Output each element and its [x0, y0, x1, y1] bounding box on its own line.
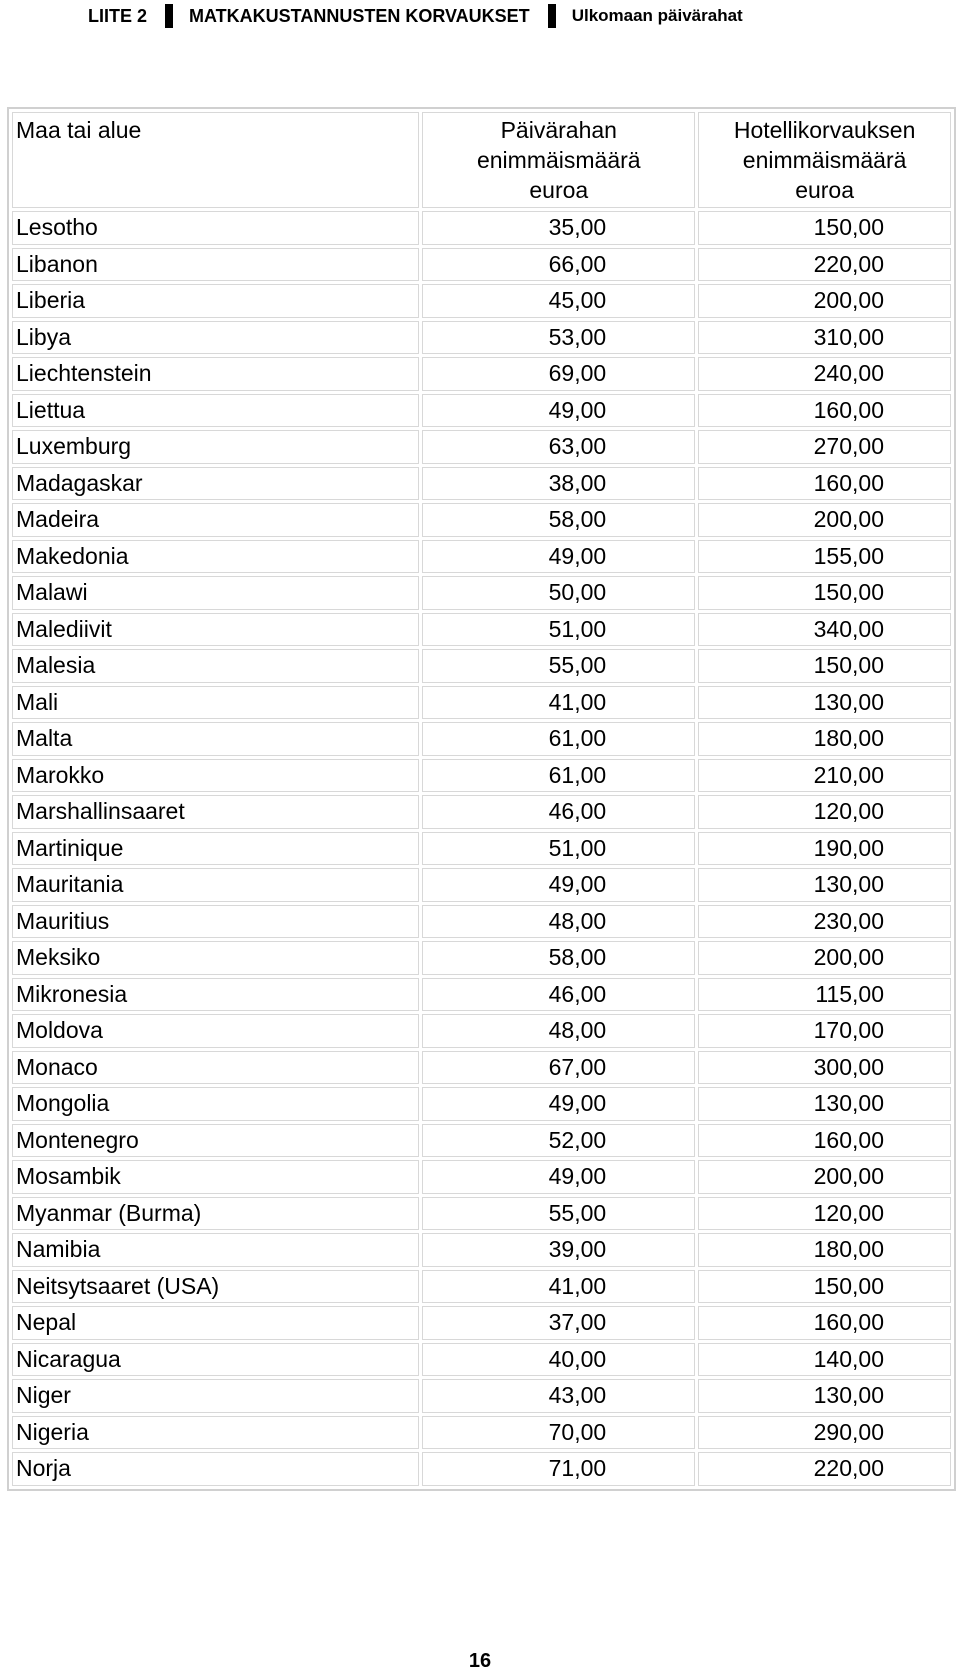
table-row	[12, 613, 951, 647]
cell-hotel: 130,00	[698, 1087, 951, 1121]
table-row	[12, 576, 951, 610]
cell-hotel: 170,00	[698, 1014, 951, 1048]
column-header-line: euroa	[795, 177, 855, 203]
cell-hotel: 200,00	[698, 941, 951, 975]
cell-per-diem: 52,00	[422, 1124, 695, 1158]
cell-per-diem: 70,00	[422, 1416, 695, 1450]
cell-per-diem: 46,00	[422, 978, 695, 1012]
cell-per-diem: 49,00	[422, 394, 695, 428]
cell-country: Mikronesia	[12, 978, 419, 1012]
column-header-hotel	[698, 112, 951, 208]
cell-hotel: 130,00	[698, 868, 951, 902]
cell-country: Liettua	[12, 394, 419, 428]
cell-per-diem: 45,00	[422, 284, 695, 318]
cell-country: Libya	[12, 321, 419, 355]
cell-country: Marshallinsaaret	[12, 795, 419, 829]
table-row	[12, 1416, 951, 1450]
cell-per-diem: 67,00	[422, 1051, 695, 1085]
cell-country: Norja	[12, 1452, 419, 1486]
cell-hotel: 180,00	[698, 1233, 951, 1267]
table-row	[12, 832, 951, 866]
cell-country: Mauritius	[12, 905, 419, 939]
daily-allowance-table	[7, 107, 956, 1491]
table-row	[12, 1379, 951, 1413]
page-header	[88, 4, 960, 28]
cell-hotel: 230,00	[698, 905, 951, 939]
cell-per-diem: 49,00	[422, 868, 695, 902]
cell-country: Mongolia	[12, 1087, 419, 1121]
table-row	[12, 430, 951, 464]
table-row	[12, 1160, 951, 1194]
cell-country: Nicaragua	[12, 1343, 419, 1377]
table-row	[12, 1197, 951, 1231]
cell-hotel: 210,00	[698, 759, 951, 793]
cell-hotel: 130,00	[698, 1379, 951, 1413]
table-row	[12, 759, 951, 793]
cell-country: Malawi	[12, 576, 419, 610]
cell-hotel: 160,00	[698, 394, 951, 428]
cell-per-diem: 58,00	[422, 503, 695, 537]
table-row	[12, 1087, 951, 1121]
column-header-line: euroa	[529, 177, 589, 203]
cell-country: Nepal	[12, 1306, 419, 1340]
cell-per-diem: 48,00	[422, 905, 695, 939]
table-row	[12, 1343, 951, 1377]
cell-hotel: 140,00	[698, 1343, 951, 1377]
cell-per-diem: 49,00	[422, 540, 695, 574]
cell-hotel: 300,00	[698, 1051, 951, 1085]
header-separator	[165, 4, 173, 28]
table-row	[12, 686, 951, 720]
cell-country: Malesia	[12, 649, 419, 683]
cell-per-diem: 55,00	[422, 1197, 695, 1231]
table-row	[12, 868, 951, 902]
table-row	[12, 357, 951, 391]
table-row	[12, 795, 951, 829]
cell-hotel: 150,00	[698, 649, 951, 683]
column-header-country	[12, 112, 419, 208]
cell-per-diem: 35,00	[422, 211, 695, 245]
cell-per-diem: 39,00	[422, 1233, 695, 1267]
cell-country: Marokko	[12, 759, 419, 793]
column-header-line: Päivärahan	[500, 117, 617, 143]
cell-per-diem: 46,00	[422, 795, 695, 829]
table-header-row	[12, 112, 951, 208]
column-header-line: enimmäismäärä	[742, 147, 907, 173]
cell-per-diem: 63,00	[422, 430, 695, 464]
cell-hotel: 240,00	[698, 357, 951, 391]
cell-country: Mauritania	[12, 868, 419, 902]
cell-hotel: 160,00	[698, 1124, 951, 1158]
cell-hotel: 155,00	[698, 540, 951, 574]
cell-hotel: 340,00	[698, 613, 951, 647]
cell-country: Makedonia	[12, 540, 419, 574]
table-row	[12, 1233, 951, 1267]
cell-country: Madeira	[12, 503, 419, 537]
cell-country: Niger	[12, 1379, 419, 1413]
cell-country: Nigeria	[12, 1416, 419, 1450]
column-header-line: Hotellikorvauksen	[733, 117, 916, 143]
cell-per-diem: 49,00	[422, 1160, 695, 1194]
cell-country: Mali	[12, 686, 419, 720]
cell-country: Liberia	[12, 284, 419, 318]
cell-hotel: 120,00	[698, 795, 951, 829]
cell-per-diem: 71,00	[422, 1452, 695, 1486]
table-body	[12, 112, 951, 1486]
cell-hotel: 200,00	[698, 1160, 951, 1194]
cell-per-diem: 40,00	[422, 1343, 695, 1377]
cell-per-diem: 53,00	[422, 321, 695, 355]
cell-country: Meksiko	[12, 941, 419, 975]
cell-country: Moldova	[12, 1014, 419, 1048]
column-header-line: enimmäismäärä	[476, 147, 641, 173]
table-row	[12, 1051, 951, 1085]
cell-country: Madagaskar	[12, 467, 419, 501]
cell-country: Luxemburg	[12, 430, 419, 464]
cell-per-diem: 51,00	[422, 613, 695, 647]
cell-per-diem: 58,00	[422, 941, 695, 975]
table-row	[12, 978, 951, 1012]
cell-hotel: 220,00	[698, 1452, 951, 1486]
table-row	[12, 284, 951, 318]
table-row	[12, 1124, 951, 1158]
cell-per-diem: 66,00	[422, 248, 695, 282]
header-appendix-label: LIITE 2	[88, 5, 148, 26]
table-row	[12, 941, 951, 975]
page-number: 16	[468, 1650, 492, 1672]
cell-hotel: 200,00	[698, 284, 951, 318]
table-row	[12, 467, 951, 501]
cell-hotel: 150,00	[698, 576, 951, 610]
cell-country: Monaco	[12, 1051, 419, 1085]
cell-hotel: 160,00	[698, 467, 951, 501]
cell-per-diem: 43,00	[422, 1379, 695, 1413]
table-row	[12, 540, 951, 574]
cell-per-diem: 37,00	[422, 1306, 695, 1340]
cell-country: Malediivit	[12, 613, 419, 647]
cell-hotel: 150,00	[698, 211, 951, 245]
header-subsection-title: Ulkomaan päivärahat	[571, 6, 743, 25]
cell-hotel: 160,00	[698, 1306, 951, 1340]
cell-per-diem: 48,00	[422, 1014, 695, 1048]
table-row	[12, 394, 951, 428]
cell-hotel: 270,00	[698, 430, 951, 464]
cell-per-diem: 50,00	[422, 576, 695, 610]
cell-country: Lesotho	[12, 211, 419, 245]
cell-hotel: 290,00	[698, 1416, 951, 1450]
cell-country: Mosambik	[12, 1160, 419, 1194]
column-header-per-diem	[422, 112, 695, 208]
cell-per-diem: 55,00	[422, 649, 695, 683]
table-row	[12, 722, 951, 756]
cell-country: Montenegro	[12, 1124, 419, 1158]
table-row	[12, 905, 951, 939]
cell-per-diem: 38,00	[422, 467, 695, 501]
cell-per-diem: 51,00	[422, 832, 695, 866]
table-row	[12, 1270, 951, 1304]
cell-hotel: 180,00	[698, 722, 951, 756]
cell-hotel: 220,00	[698, 248, 951, 282]
column-header-line: Maa tai alue	[16, 117, 142, 143]
cell-country: Libanon	[12, 248, 419, 282]
cell-per-diem: 41,00	[422, 686, 695, 720]
cell-per-diem: 61,00	[422, 759, 695, 793]
cell-per-diem: 49,00	[422, 1087, 695, 1121]
cell-hotel: 190,00	[698, 832, 951, 866]
table-row	[12, 248, 951, 282]
cell-country: Namibia	[12, 1233, 419, 1267]
cell-hotel: 115,00	[698, 978, 951, 1012]
cell-country: Malta	[12, 722, 419, 756]
cell-country: Myanmar (Burma)	[12, 1197, 419, 1231]
cell-hotel: 310,00	[698, 321, 951, 355]
table-row	[12, 321, 951, 355]
cell-per-diem: 41,00	[422, 1270, 695, 1304]
header-section-title: MATKAKUSTANNUSTEN KORVAUKSET	[189, 5, 530, 26]
cell-hotel: 130,00	[698, 686, 951, 720]
table-row	[12, 503, 951, 537]
table-row	[12, 649, 951, 683]
table-row	[12, 211, 951, 245]
table-row	[12, 1014, 951, 1048]
cell-country: Martinique	[12, 832, 419, 866]
header-separator	[548, 4, 556, 28]
cell-hotel: 200,00	[698, 503, 951, 537]
table-row	[12, 1452, 951, 1486]
cell-hotel: 120,00	[698, 1197, 951, 1231]
cell-hotel: 150,00	[698, 1270, 951, 1304]
cell-country: Liechtenstein	[12, 357, 419, 391]
table-row	[12, 1306, 951, 1340]
cell-per-diem: 61,00	[422, 722, 695, 756]
cell-country: Neitsytsaaret (USA)	[12, 1270, 419, 1304]
cell-per-diem: 69,00	[422, 357, 695, 391]
